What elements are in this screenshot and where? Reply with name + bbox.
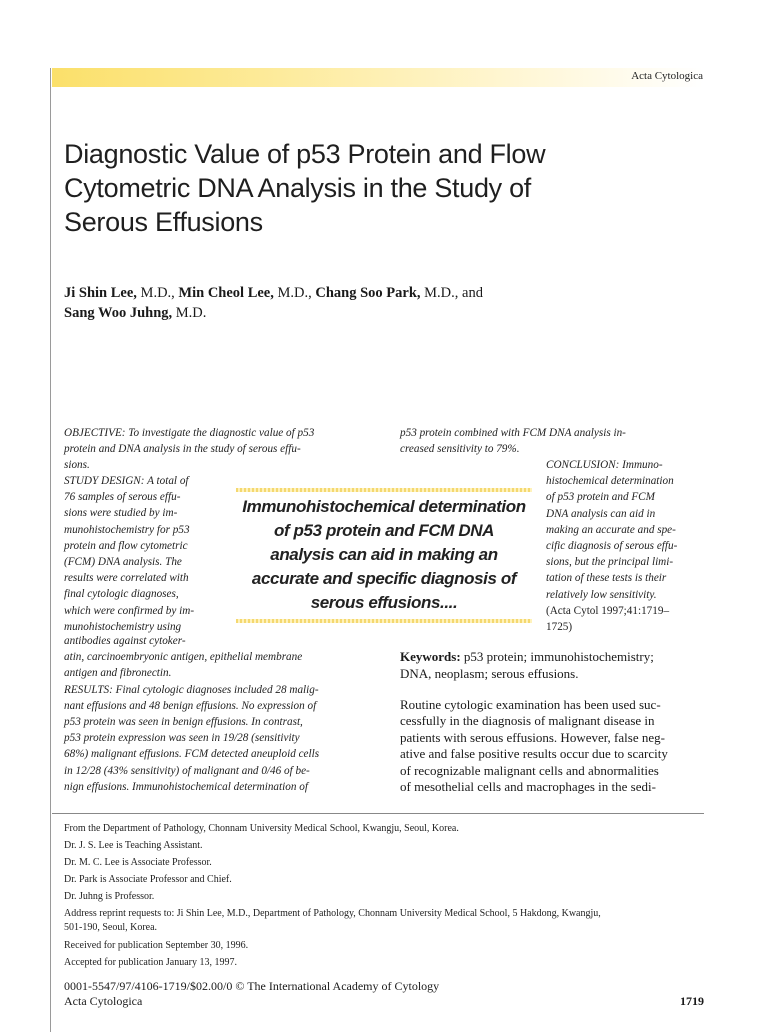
- abstract-study-design: [64, 473, 222, 635]
- author-degree: M.D.,: [136, 285, 179, 301]
- abstract-line: relatively low sensitivity.: [546, 588, 657, 601]
- abstract-line: sions.: [64, 459, 90, 472]
- abstract-line: DNA analysis can aid in: [546, 507, 656, 520]
- pull-quote: [236, 488, 532, 634]
- abstract-line: antigen and fibronectin.: [64, 667, 172, 680]
- abstract-line: results were correlated with: [64, 572, 189, 585]
- citation-line: 1725): [546, 621, 573, 634]
- abstract-line: OBJECTIVE: To investigate the diagnostic value of p53: [64, 427, 315, 439]
- abstract-line: p53 protein was seen in benign effusions. In contrast,: [64, 716, 303, 729]
- abstract-line: munohistochemistry using: [64, 620, 182, 633]
- keywords: [400, 648, 703, 682]
- keywords-line: [400, 648, 703, 665]
- pull-quote-rule-top: [236, 488, 532, 492]
- author-degree: M.D., and: [420, 285, 483, 301]
- journal-footer: Acta Cytologica: [64, 994, 143, 1008]
- footnote-department: From the Department of Pathology, Chonnam University Medical School, Kwangju, Seoul, Korea.: [64, 823, 459, 834]
- abstract-conclusion: [546, 457, 703, 635]
- abstract-line: antibodies against cytoker-: [64, 635, 186, 647]
- abstract-line: final cytologic diagnoses,: [64, 588, 179, 601]
- abstract-line: (FCM) DNA analysis. The: [64, 556, 182, 569]
- title-line: Diagnostic Value of p53 Protein and Flow: [64, 139, 546, 169]
- left-margin-rule: [50, 68, 51, 1032]
- pull-quote-line: serous effusions....: [310, 593, 458, 612]
- page-number: 1719: [680, 994, 704, 1008]
- abstract-line: protein and DNA analysis in the study of serous effu-: [64, 443, 301, 456]
- body-line: patients with serous effusions. However, false neg-: [400, 729, 665, 745]
- header-band: [52, 68, 703, 87]
- pull-quote-line: accurate and specific diagnosis of: [251, 569, 517, 588]
- author-line: [64, 303, 704, 323]
- abstract-line: 76 samples of serous effu-: [64, 491, 181, 504]
- footnotes: [64, 820, 704, 971]
- abstract-line: RESULTS: Final cytologic diagnoses included 28 malig-: [64, 683, 319, 696]
- abstract-line: making an accurate and spe-: [546, 523, 676, 536]
- pull-quote-rule-bottom: [236, 619, 532, 623]
- body-line: ative and false positive results occur due to scarcity: [400, 746, 668, 762]
- address-line: 501-190, Seoul, Korea.: [64, 922, 158, 933]
- author-degree: M.D.,: [273, 285, 316, 301]
- author-name: Min Cheol Lee,: [178, 285, 274, 301]
- title-line: Cytometric DNA Analysis in the Study of: [64, 173, 531, 203]
- body-introduction: [400, 697, 703, 795]
- citation-line: (Acta Cytol 1997;41:1719–: [546, 604, 670, 617]
- abstract-line: histochemical determination: [546, 475, 674, 488]
- abstract-line: protein and flow cytometric: [64, 539, 188, 552]
- footnote-divider: [52, 813, 704, 814]
- abstract-line: atin, carcinoembryonic antigen, epithelial membrane: [64, 651, 303, 664]
- author-name: Sang Woo Juhng,: [64, 305, 173, 321]
- abstract-line: nign effusions. Immunohistochemical determination of: [64, 780, 308, 793]
- abstract-line: munohistochemistry for p53: [64, 523, 190, 536]
- abstract-objective: [64, 425, 367, 474]
- abstract-line: sions were studied by im-: [64, 507, 178, 520]
- abstract-line: tation of these tests is their: [546, 572, 667, 585]
- footnote-author-role: Dr. M. C. Lee is Associate Professor.: [64, 857, 212, 868]
- pull-quote-text: [236, 495, 532, 615]
- author-line: [64, 283, 704, 303]
- body-line: cessfully in the diagnosis of malignant disease in: [400, 713, 655, 729]
- abstract-line: p53 protein expression was seen in 19/28 (sensitivity: [64, 732, 300, 745]
- abstract-line: nant effusions and 48 benign effusions. No expression of: [64, 699, 317, 712]
- footnote-author-role: Dr. Juhng is Professor.: [64, 891, 155, 902]
- abstract-line: sions, but the principal limi-: [546, 556, 674, 569]
- abstract-line: 68%) malignant effusions. FCM detected aneuploid cells: [64, 748, 320, 761]
- footnote-author-role: Dr. J. S. Lee is Teaching Assistant.: [64, 840, 203, 851]
- author-degree: M.D.: [172, 305, 207, 321]
- footnote-received: Received for publication September 30, 1996.: [64, 940, 249, 951]
- abstract-line: p53 protein combined with FCM DNA analysis in-: [400, 427, 626, 439]
- author-list: [64, 283, 704, 323]
- body-line: of recognizable malignant cells and abnormalities: [400, 762, 659, 778]
- keywords-line: DNA, neoplasm; serous effusions.: [400, 666, 579, 681]
- abstract-line: of p53 protein and FCM: [546, 491, 655, 504]
- abstract-line: which were confirmed by im-: [64, 604, 195, 617]
- abstract-right-top: [400, 425, 703, 457]
- abstract-line: STUDY DESIGN: A total of: [64, 475, 189, 487]
- copyright-block: [64, 979, 704, 1009]
- author-name: Ji Shin Lee,: [64, 285, 137, 301]
- journal-name: Acta Cytologica: [631, 70, 703, 82]
- keywords-text: p53 protein; immunohistochemistry;: [460, 649, 654, 664]
- keywords-label: Keywords:: [400, 649, 461, 664]
- copyright-line: 0001-5547/97/4106-1719/$02.00/0 © The International Academy of Cytology: [64, 979, 440, 993]
- abstract-line: cific diagnosis of serous effu-: [546, 540, 678, 553]
- pull-quote-line: analysis can aid in making an: [270, 545, 498, 564]
- pull-quote-line: of p53 protein and FCM DNA: [273, 521, 495, 540]
- address-line: Address reprint requests to: Ji Shin Lee, M.D., Department of Pathology, Chonnam University Medical School, 5 Hakdong, Kwangju,: [64, 908, 601, 919]
- abstract-line: creased sensitivity to 79%.: [400, 443, 520, 456]
- footnote-reprint-address: [64, 907, 704, 935]
- footnote-accepted: Accepted for publication January 13, 1997.: [64, 957, 238, 968]
- abstract-line: CONCLUSION: Immuno-: [546, 459, 663, 471]
- article-title: [64, 137, 704, 239]
- author-name: Chang Soo Park,: [315, 285, 421, 301]
- pull-quote-line: Immunohistochemical determination: [242, 497, 526, 516]
- abstract-results: [64, 633, 367, 795]
- body-line: of mesothelial cells and macrophages in the sedi-: [400, 779, 656, 795]
- title-line: Serous Effusions: [64, 207, 263, 237]
- body-line: Routine cytologic examination has been used suc-: [400, 697, 661, 712]
- footnote-author-role: Dr. Park is Associate Professor and Chief.: [64, 874, 232, 885]
- abstract-line: in 12/28 (43% sensitivity) of malignant and 0/46 of be-: [64, 764, 310, 777]
